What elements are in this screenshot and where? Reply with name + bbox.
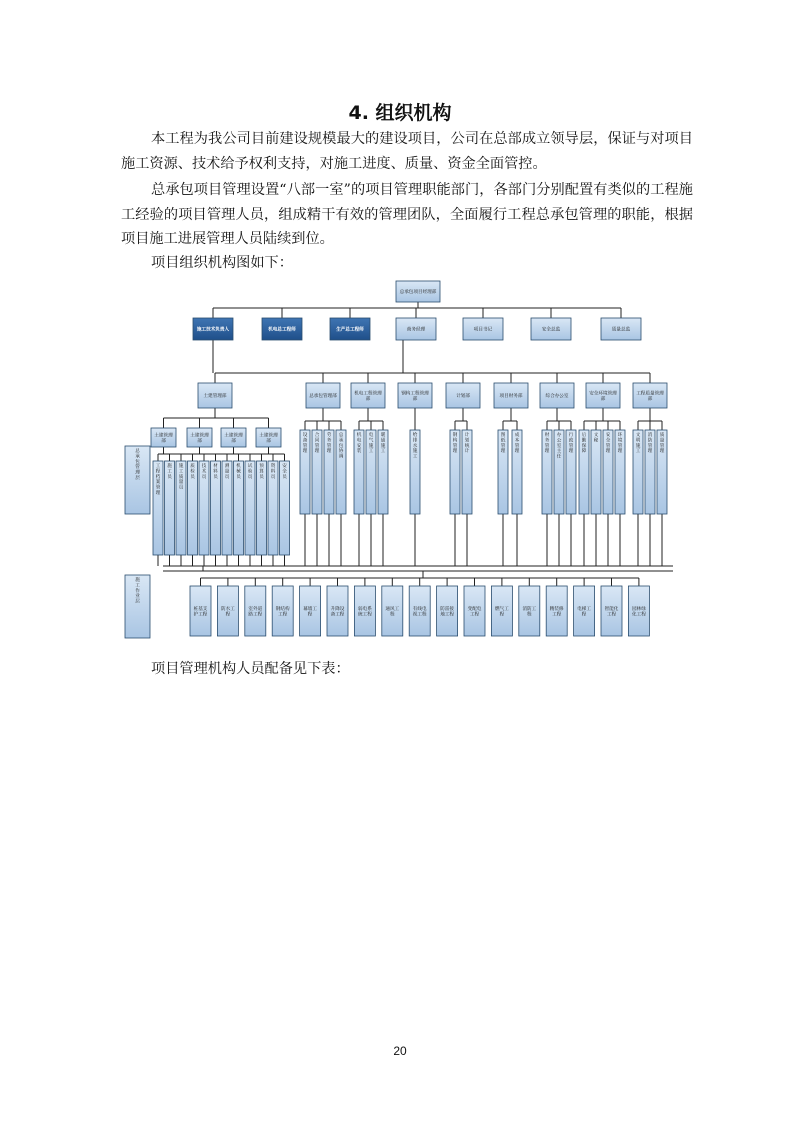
level1-box-text: 商务经理	[406, 327, 426, 333]
side-box-construction-char: 层	[135, 599, 140, 605]
level2-box	[398, 383, 432, 408]
level4-box-char: 排	[412, 438, 418, 444]
level4-box-char: 员	[236, 474, 241, 480]
level4-box-char: 室	[556, 443, 562, 449]
level3-box	[256, 428, 281, 447]
level4-box	[257, 461, 267, 555]
bottom-box-text: 工程	[552, 612, 562, 618]
level4-box-char: 质	[659, 433, 665, 438]
level4-box-char: 理	[314, 449, 320, 455]
level4-box-char: 后	[581, 433, 587, 438]
level4-box	[211, 461, 221, 555]
level4-box-char: 文	[635, 433, 641, 438]
level1-box	[330, 318, 370, 340]
section-heading: 4. 组织机构	[348, 102, 452, 124]
page-number: 20	[393, 1044, 407, 1058]
level4-box-char: 总	[338, 433, 344, 438]
level1-box-text: 生产总工程师	[336, 327, 364, 333]
level4-box-char: 管	[659, 443, 665, 449]
level1-box-text: 施工技术负责人	[196, 327, 230, 333]
level4-box-char: 勤	[581, 438, 587, 444]
bottom-box	[546, 586, 567, 636]
level4-box-char: 水	[412, 443, 418, 449]
level4-box-char: 电	[368, 433, 374, 438]
level4-box-char: 管	[544, 443, 550, 449]
bottom-box-text: 园林绿	[632, 606, 646, 612]
level4-box-char: 料	[270, 469, 276, 475]
level3-box-text: 部	[161, 438, 166, 444]
bottom-box	[190, 586, 211, 636]
level3-box	[221, 428, 246, 447]
level4-box-char: 调	[338, 454, 344, 460]
level4-box-char: 机	[356, 433, 362, 438]
level4-box-char: 测	[224, 464, 230, 469]
level3-box-text: 部	[266, 438, 271, 444]
side-box-construction-char: 业	[135, 594, 140, 600]
bottom-box	[628, 586, 649, 636]
level4-box-char: 安	[356, 443, 362, 449]
paragraph-departments: 总承包项目管理设置“八部一室”的项目管理职能部门，各部门分别配置有类似的工程施工经验的项目管理人员，组成精干有效的管理团队，全面履行工程总承包管理的职能，根据项目施工进展管理人员陆续到位。	[121, 182, 693, 247]
bottom-box	[300, 586, 321, 636]
level4-box-char: 理	[452, 449, 458, 455]
level4-box-char: 环	[617, 433, 623, 438]
level4-box	[498, 430, 508, 514]
level4-box-char: 工	[368, 449, 374, 455]
paragraph-intro: 本工程为我公司目前建设规模最大的建设项目，公司在总部成立领导层，保证与对项目施工资源、技术给予权利支持，对施工进度、质量、资金全面管控。	[121, 131, 693, 172]
level4-box-char: 量	[224, 469, 230, 475]
level4-box-char: 预	[259, 464, 264, 469]
level4-box	[603, 430, 613, 514]
level4-box-char: 员	[259, 474, 264, 480]
level4-box-char: 统	[464, 443, 470, 449]
level1-box	[262, 318, 302, 340]
bottom-box-text: 工程	[278, 612, 288, 618]
level4-box-char: 理	[155, 491, 161, 496]
level4-box-char: 材	[213, 464, 218, 469]
level4-box	[199, 461, 209, 555]
level3-box-text: 土建管理	[154, 433, 173, 439]
level4-box-char: 术	[201, 469, 207, 475]
level4-box-char: 档	[155, 474, 161, 480]
level4-box	[165, 461, 175, 555]
level4-box	[312, 430, 322, 514]
bottom-box	[272, 586, 293, 636]
level4-box-char: 管	[617, 443, 623, 449]
level4-box-char: 技	[201, 464, 207, 469]
bottom-box-text: 智能化	[604, 606, 619, 612]
level4-box	[300, 430, 310, 514]
level4-box	[450, 430, 460, 514]
bottom-box	[519, 586, 540, 636]
bottom-box-text: 弱电系	[358, 606, 372, 612]
level4-box-char: 气	[368, 438, 374, 444]
level4-box-char: 程	[155, 469, 161, 475]
bottom-box-text: 电梯工	[577, 606, 591, 612]
level4-box-char: 工	[178, 469, 184, 475]
level4-box-char: 管	[326, 443, 332, 449]
level2-box	[633, 383, 667, 408]
level4-box-char: 员	[190, 474, 195, 480]
level4-box-char: 量	[659, 438, 665, 444]
level4-box-char: 同	[314, 438, 320, 444]
level4-box-char: 管	[568, 443, 574, 449]
level4-box-char: 施	[368, 443, 374, 449]
level4-box-char: 理	[544, 449, 550, 455]
level4-box-char: 安	[605, 433, 611, 438]
level4-box-char: 务	[544, 438, 550, 444]
level3-box-text: 部	[197, 438, 202, 444]
level4-box-char: 合	[314, 433, 320, 438]
level4-box-char: 理	[568, 449, 574, 455]
level2-box	[586, 383, 620, 408]
level4-box-char: 员	[167, 474, 172, 480]
level4-box-char: 管	[314, 443, 320, 449]
level4-box	[245, 461, 255, 555]
level4-box-char: 明	[635, 438, 641, 444]
chart-top-box-text: 总承包项目经理部	[399, 290, 437, 296]
level4-box-char: 协	[338, 449, 344, 455]
bottom-box-text: 程	[225, 612, 231, 618]
bottom-box	[574, 586, 595, 636]
level4-box-char: 包	[338, 443, 344, 449]
level3-box-text: 部	[231, 438, 236, 444]
level4-box-char: 行	[568, 433, 574, 438]
level3-box-text: 土建管理	[259, 433, 278, 439]
level4-box-char: 电	[356, 438, 362, 444]
level1-box	[531, 318, 571, 340]
level4-box	[188, 461, 198, 555]
level4-box-char: 消	[647, 433, 653, 438]
level1-box	[193, 318, 233, 340]
bottom-box-text: 视工程	[412, 612, 427, 618]
level4-box-char: 试	[247, 464, 253, 469]
level4-box-char: 施	[412, 449, 418, 455]
level4-box-char: 资	[270, 464, 276, 469]
level4-box-char: 全	[605, 438, 611, 444]
level4-box-char: 通	[380, 438, 386, 444]
side-box-construction-char: 作	[135, 588, 140, 594]
level2-box	[446, 383, 480, 408]
level1-box-text: 机电总工程师	[268, 327, 296, 333]
level4-box-char: 财	[544, 433, 550, 438]
bottom-box-text: 化工程	[632, 612, 646, 618]
bottom-box-text: 工程	[606, 612, 617, 618]
bottom-box	[354, 586, 375, 636]
level4-box	[542, 430, 552, 514]
level4-box-char: 算	[259, 469, 264, 475]
bottom-box-text: 程	[499, 612, 505, 618]
level4-box-char: 境	[617, 438, 623, 444]
level4-box-char: 管	[647, 443, 653, 449]
level4-box	[234, 461, 244, 555]
bottom-box	[327, 586, 348, 636]
side-box-construction	[125, 575, 150, 638]
bottom-box-text: 有线电	[412, 606, 427, 612]
paragraph-staff-table: 项目管理机构人员配备见下表：	[151, 661, 350, 677]
level4-box-char: 量	[178, 480, 184, 486]
side-box-management-char: 管	[135, 465, 140, 471]
level4-box-char: 验	[247, 469, 253, 475]
level2-box	[494, 383, 528, 408]
bottom-box	[382, 586, 403, 636]
level4-box	[591, 430, 601, 514]
level4-box-char: 防	[647, 438, 653, 444]
level4-box-char: 员	[270, 474, 276, 480]
level2-box-text: 综合办公室	[545, 394, 569, 400]
bottom-box-text: 备工程	[330, 612, 345, 618]
level4-box-char: 办	[556, 433, 562, 438]
level2-box-text: 机电工程管理	[354, 391, 382, 397]
level4-box-char: 理	[302, 449, 308, 455]
bottom-box-text: 消防工	[522, 606, 537, 612]
level2-box	[351, 383, 385, 408]
level2-box-text: 项目财务部	[499, 394, 523, 400]
level4-box-char: 文	[593, 433, 599, 438]
paragraph-chart-intro: 项目组织机构图如下：	[151, 255, 293, 271]
bottom-box-text: 统工程	[358, 612, 372, 618]
level4-box	[633, 430, 643, 514]
level2-box	[306, 383, 340, 408]
level4-box	[280, 461, 290, 555]
level4-box-char: 案	[155, 480, 161, 486]
level1-box-text: 项目书记	[473, 327, 493, 333]
level4-box	[615, 430, 625, 514]
bottom-box	[601, 586, 622, 636]
level4-box-char: 公	[556, 438, 562, 444]
bottom-box-text: 地工程	[440, 612, 454, 618]
level4-box	[153, 461, 163, 555]
level2-box	[540, 383, 574, 408]
bottom-box-text: 桩基支	[193, 606, 208, 612]
level4-box	[354, 430, 364, 514]
level4-box-char: 理	[605, 449, 611, 455]
level4-box-char: 承	[338, 438, 344, 444]
level4-box-char: 施	[167, 464, 172, 469]
level4-box-char: 质	[178, 474, 184, 480]
level4-box-char: 备	[302, 438, 308, 444]
level4-box-char: 员	[247, 474, 253, 480]
level2-box-text: 土建管理部	[203, 394, 227, 400]
level4-box-char: 管	[514, 443, 520, 449]
level4-box-char: 暖	[380, 433, 386, 438]
level4-box-char: 任	[556, 454, 562, 460]
level4-box-char: 员	[282, 474, 287, 480]
level4-box-char: 施	[635, 443, 641, 449]
level4-box	[410, 430, 420, 514]
level4-box-char: 管	[155, 485, 161, 491]
bottom-box-text: 护工程	[193, 612, 208, 618]
chart-top-box	[396, 281, 440, 302]
level4-box-char: 理	[647, 449, 653, 455]
level4-box-char: 员	[201, 474, 207, 480]
level4-box-char: 工	[412, 454, 418, 460]
level1-box-text: 质量总监	[611, 327, 631, 333]
level4-box-char: 保	[581, 443, 587, 449]
level3-box	[187, 428, 212, 447]
level4-box-char: 管	[452, 443, 458, 449]
level4-box-char: 员	[213, 474, 218, 480]
level4-box-char: 务	[326, 438, 332, 444]
level4-box	[378, 430, 388, 514]
level2-box-text: 部	[412, 396, 418, 402]
level4-box-char: 成	[514, 433, 520, 438]
bottom-box	[464, 586, 485, 636]
level4-box-char: 理	[326, 449, 332, 455]
level3-box-text: 土建管理	[224, 433, 243, 439]
level4-box-char: 划	[464, 438, 470, 444]
level4-box-char: 械	[236, 469, 241, 475]
level4-box	[554, 430, 564, 514]
level3-box-text: 土建管理	[190, 433, 209, 439]
bottom-box-text: 通风工	[385, 606, 400, 612]
level4-box-char: 装	[356, 449, 362, 455]
level4-box-char: 员	[178, 485, 184, 491]
level4-box-char: 计	[464, 433, 470, 438]
side-box-management-char: 层	[135, 476, 140, 481]
level4-box-char: 工	[380, 449, 386, 455]
level4-box-char: 本	[514, 438, 520, 444]
bottom-box-text: 防水工	[221, 606, 235, 612]
side-box-management-char: 理	[135, 470, 140, 476]
level4-box-char: 机	[236, 464, 241, 469]
bottom-box-text: 精装修	[549, 606, 564, 612]
level4-box-char: 障	[581, 449, 587, 455]
level4-box-char: 施	[380, 443, 386, 449]
level4-box	[324, 430, 334, 514]
level4-box-char: 全	[282, 469, 287, 475]
level2-box-text: 部	[647, 396, 653, 402]
level4-box	[366, 430, 376, 514]
level4-box-char: 计	[464, 449, 470, 455]
level4-box	[462, 430, 472, 514]
bottom-box-text: 室外道	[248, 606, 263, 612]
level4-box-char: 劳	[326, 433, 332, 438]
level4-box-char: 员	[224, 474, 230, 480]
level2-box-text: 部	[365, 396, 371, 402]
bottom-box	[245, 586, 266, 636]
level4-box-char: 秘	[593, 438, 599, 444]
level2-box	[198, 383, 232, 408]
level4-box-char: 工	[155, 464, 161, 469]
level4-box-char: 钢	[452, 433, 458, 438]
bottom-box-text: 程	[307, 612, 313, 618]
level1-box-text: 安全总监	[541, 327, 561, 333]
level4-box-char: 工	[167, 469, 172, 475]
bottom-box-text: 升降设	[330, 606, 345, 612]
level4-box-char: 管	[500, 443, 506, 449]
level4-box-char: 给	[412, 433, 418, 438]
level4-box-char: 理	[617, 449, 623, 455]
level4-box	[222, 461, 232, 555]
bottom-box-text: 程	[526, 612, 532, 618]
level4-box-char: 料	[213, 469, 218, 475]
side-box-construction-char: 工	[135, 583, 140, 589]
level4-box	[579, 430, 589, 514]
level2-box-text: 安全环境管理	[589, 391, 617, 397]
level2-box-text: 工程质量管理	[636, 391, 664, 397]
level4-box-char: 工	[635, 449, 641, 455]
level2-box-text: 计划部	[456, 394, 470, 400]
level1-box	[396, 318, 436, 340]
level4-box-char: 安	[282, 464, 287, 469]
level4-box-char: 纸	[500, 438, 506, 444]
bottom-box-text: 变配电	[467, 606, 482, 612]
level4-box-char: 理	[500, 449, 506, 455]
level4-box	[512, 430, 522, 514]
bottom-box-text: 燃气工	[495, 606, 509, 612]
level4-box	[268, 461, 278, 555]
bottom-box	[409, 586, 430, 636]
side-box-management-char: 总	[135, 449, 140, 454]
level4-box-char: 检	[190, 469, 195, 475]
bottom-box-text: 程	[389, 612, 395, 618]
level2-box-text: 钢构工程管理	[401, 391, 429, 397]
level2-box-text: 部	[600, 396, 606, 402]
level3-box	[151, 428, 176, 447]
level4-box-char: 管	[605, 443, 611, 449]
level4-box-char: 构	[452, 438, 458, 444]
org-chart	[123, 278, 679, 644]
bottom-box-text: 程	[581, 612, 587, 618]
side-box-construction-char: 施	[135, 578, 140, 583]
level4-box	[336, 430, 346, 514]
bottom-box	[491, 586, 512, 636]
level4-box-char: 理	[514, 449, 520, 455]
level4-box	[657, 430, 667, 514]
bottom-box-text: 幕墙工	[303, 606, 317, 612]
level4-box-char: 政	[568, 438, 574, 444]
level4-box-char: 图	[500, 433, 506, 438]
level4-box-char: 施	[178, 464, 184, 469]
side-box-management	[125, 446, 150, 514]
level4-box	[645, 430, 655, 514]
level1-box	[463, 318, 503, 340]
level4-box	[566, 430, 576, 514]
level4-box-char: 设	[302, 433, 308, 438]
bottom-box-text: 路工程	[248, 612, 263, 618]
side-box-management-char: 包	[135, 459, 140, 465]
bottom-box-text: 防雷接	[440, 606, 454, 612]
side-box-management-char: 承	[135, 454, 140, 460]
bottom-box-text: 钢结构	[275, 606, 290, 612]
level4-box-char: 质	[190, 464, 195, 469]
bottom-box	[217, 586, 238, 636]
bottom-box-text: 工程	[469, 612, 480, 618]
bottom-box	[437, 586, 458, 636]
level2-box-text: 总承包管理部	[309, 394, 337, 400]
level4-box-char: 管	[302, 443, 308, 449]
level4-box	[176, 461, 186, 555]
level4-box-char: 主	[556, 449, 562, 455]
level4-box-char: 理	[659, 449, 665, 455]
level1-box	[601, 318, 641, 340]
